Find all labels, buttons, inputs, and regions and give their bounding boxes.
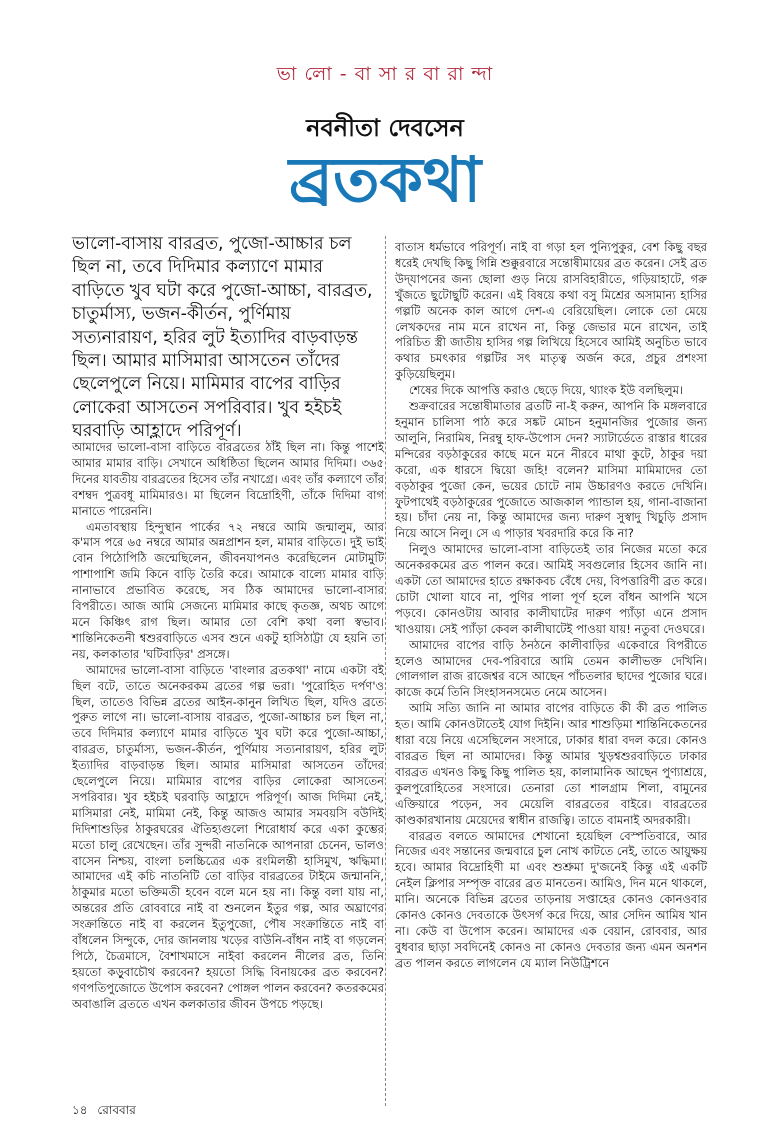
column-divider (385, 236, 386, 1106)
paragraph: বারব্রত বলতে আমাদের শেখানো হয়েছিল বেস্পতিবারে, আর নিজের এবং সন্তানের জন্মবারে চুল নোখ কাটতে নেই, তাতে আয়ুক্ষয় হবে। আমার বিদ্রোহিণী মা এবং শুশ্রুমা দু'জনেই কিন্তু এই একটি নেইল ক্লিপার সম্পৃক্ত বারের ব্রত মানতেন। আমিও, দিন মনে থাকলে, মানি। অনেকে বিভিন্ন ব্রতের তাড়নায় সপ্তাহের কোনও কোনওবার কোনও কোনও দেবতাকে উৎসর্গ করে দিয়ে, আর সেদিন আমিষ খান না। কেউ বা উপোস করেন। আমাদের এক বেয়ান, রোববার, আর বুধবার ছাড়া সবদিনেই কোনও না কোনও দেবতার জন্য এমন অনশন ব্রত পালন করতে লাগলেন যে ম্যাল নিউট্রিশনে (395, 828, 707, 970)
paragraph: শেষের দিকে আপত্তি করাও ছেড়ে দিয়ে, থ্যাংক ইউ বলছিলুম। (409, 383, 684, 398)
paragraph: আমাদের ভালো-বাসা বাড়িতে বারব্রতের ঠাঁই ছিল না। কিন্তু পাশেই আমার মামার বাড়ি। সেখানে অধিষ্ঠিতা ছিলেন আমার দিদিমা। ৩৬৫ দিনের যাবতীয় বারব্রতের হিসেব তাঁর নখাগ্রে। এবং তাঁর কল্যাণে তাঁর বশম্বদ পুত্রবধূ মামিমারও। মা ছিলেন বিদ্রোহিণী, তাঁকে দিদিমা বাগ মানাতে পারেননি। (72, 440, 384, 518)
paragraph: আমাদের ভালো-বাসা বাড়িতে 'বাংলার ব্রতকথা' নামে একটা বই ছিল বটে, তাতে অনেকরকম ব্রতের গল্প ভরা। 'পুরোহিত দর্পণ'ও ছিল, তাতেও বিভিন্ন ব্রতের আইন-কানুন লিখিত ছিল, যদিও ব্রতে পুরুত লাগে না। ভালো-বাসায় বারব্রত, পুজো-আচ্চার চল ছিল না, তবে দিদিমার কল্যাণে মামার বাড়িতে খুব ঘটা করে পুজো-আচ্চা, বারব্রত, চাতুর্মাস্য, ভজন-কীর্তন, পুর্ণিমায় সত্যনারায়ণ, হরির লুট ইত্যাদির বাড়বাড়ন্ত ছিল। আমার মাসিমারা আসতেন তাঁদের ছেলেপুলে নিয়ে। মামিমার বাপের বাড়ির লোকেরা আসতেন সপরিবার। খুব হইচই ঘরবাড়ি আহ্লাদে পরিপূর্ণ। আজ দিদিমা নেই, মাসিমারা নেই, মামিমা নেই, কিন্তু আজও আমার সমবয়সি বউদিই দিদিশাশুড়ির ঠাকুরঘরের ঐতিহ্যগুলো শিরোধার্য করে একা কুম্ভের মতো চালু রেখেছেন। তাঁর সুন্দরী নাতনিকে আপনারা চেনেন, ভালও বাসেন নিশ্চয়, বাংলা চলচ্চিত্রের এক রংমিলন্তী হাসিমুখ, ঋদ্ধিমা। আমাদের এই কচি নাতনিটি তো বাড়ির বারব্রতের টাইমে জন্মাননি, ঠাকুমার মতো ভক্তিমতী হবেন বলে মনে হয় না। কিন্তু বলা যায় না, অন্তরের প্রতি রোববারে নাই বা শুনলেন ইতুর গল্প, আর অঘ্রাণের সংক্রান্তিতে নাই বা করলেন ইতুপুজো, পৌষ সংক্রান্তিতে নাই বা বাঁধলেন সিন্দুকে, দোর জানলায় খড়ের বাউনি-বাঁধন নাই বা গড়লেন পিঠে, চৈত্রমাসে, বৈশাখমাসে নাইবা করলেন নীলের ব্রত, তিনি হয়তো কড়ুবাচৌথ করবেন? হয়তো সিদ্ধি বিনায়কের ব্রত করবেন? গণপতিপুজোতে উপোস করবেন? পোঙ্গল পালন করবেন? কতরকমের অবাঙালি ব্রততে এখন কলকাতার জীবন উপচে পড়ছে। (72, 662, 384, 1011)
page-number: ১৪ (72, 1103, 88, 1117)
page-footer (72, 1102, 142, 1122)
right-column (395, 240, 707, 972)
intro-text: ভালো-বাসায় বারব্রত, পুজো-আচ্চার চল ছিল না, তবে দিদিমার কল্যাণে মামার বাড়িতে খুব ঘটা করে পুজো-আচ্চা, বারব্রত, চাতুর্মাস্য, ভজন-কীর্তন, পুর্ণিমায় সত্যনারায়ণ, হরির লুট ইত্যাদির বাড়বাড়ন্ত ছিল। আমার মাসিমারা আসতেন তাঁদের ছেলেপুলে নিয়ে। মামিমার বাপের বাড়ির লোকেরা আসতেন সপরিবার। খুব হইচই ঘরবাড়ি আহ্লাদে পরিপূর্ণ। (72, 234, 373, 442)
article-title: ব্রতকথা (288, 143, 482, 216)
paragraph: শুক্রবারের সন্তোষীমাতার ব্রতটি না-ই করুন, আপনি কি মঙ্গলবারে হনুমান চালিসা পাঠ করে সঙ্কট মোচন হনুমানজির পুজোর জন্য আলুনি, নিরামিষ, নিরম্বু হাফ-উপোস দেন? স্যাটার্ডেতে রাস্তার ধারের মন্দিরের বড়ঠাকুরের কাছে মনে মনে নীরবে মাথা কুটে, ঠাকুর দয়া করো, এক ধারসে দ্বিয়ো জহি! বলেন? মাসিমা মামিমাদের তো বড়ঠাকুর পুজো কেন, ভয়ের চোটে নাম উচ্চারণও করতে দেখিনি। ফুটপাথেই বড়ঠাকুরের পুজোতে আজকাল প্যান্ডাল হয়, গানা-বাজানা হয়। চাঁদা নেয় না, কিন্তু আমাদের জন্য দারুণ সুস্বাদু খিচুড়ি প্রসাদ নিয়ে আসে নিলু। সে এ পাড়ার খবরদারি করে কি না? (395, 399, 707, 541)
paragraph: নিলুও আমাদের ভালো-বাসা বাড়িতেই তার নিজের মতো করে অনেকরকমের ব্রত পালন করে। আমিই সবগুলোর হিসেব জানি না। একটা তো আমাদের হাতে রক্ষাকবচ বেঁধে দেয়, বিপত্তারিণী ব্রত করে। চোটা খোলা যাবে না, পুণির পালা পূর্ণ হলে বাঁধন আপনি খসে পড়বে। কোনওটায় আবার কালীঘাটের দারুণ প্যাঁড়া এনে প্রসাদ খাওয়ায়। সেই প্যাঁড়া কেবল কালীঘাটেই পাওয়া যায়! নতুবা দেওঘরে। (395, 542, 707, 636)
paragraph: এমতাবস্থায় হিন্দুস্থান পার্কের ৭২ নম্বরে আমি জন্মালুম, আর ক'মাস পরে ৬৫ নম্বরে আমার অন্নপ্রাশন হল, মামার বাড়িতে। দুই ভাই বোন পিঠোপিঠি জন্মেছিলেন, জীবনযাপনও করেছিলেন মোটামুটি পাশাপাশি জমি কিনে বাড়ি তৈরি করে। আমাকে বাল্যে মামার বাড়ি নানাভাবে প্রভাবিত করেছে, সব ঠিক আমাদের ভালো-বাসার বিপরীতে। আজ আমি সেজন্যে মামিমার কাছে কৃতজ্ঞ, অথচ আগে মনে কিঞ্চিৎ রাগ ছিল। আমার তো বেশি কথা বলা স্বভাব। শান্তিনিকেতনী শ্বশুরবাড়িতে এসব শুনে একটু হাসিঠাট্টা যে হয়নি তা নয়, কলকাতার 'ঘটিবাড়ির' প্রসঙ্গে। (72, 519, 384, 661)
paragraph: আমি সত্যি জানি না আমার বাপের বাড়িতে কী কী ব্রত পালিত হত। আমি কোনওটাতেই যোগ দিইনি। আর শাশুড়িমা শান্তিনিকেতনের ধারা বয়ে নিয়ে এসেছিলেন সংসারে, ঢাকার ধারা বদল করে। কোনও বারব্রত ছিল না আমাদের। কিন্তু আমার খুড়শ্বশুরবাড়িতে ঢাকার বারব্রত এখনও কিছু কিছু পালিত হয়, কালামানিক আছেন পুণ্যাশ্রয়ে, কুলপুরোহিতের সংসারে। তেনারা তো শালগ্রাম শিলা, বামুনের এক্তিয়ারে পড়েন, সব মেয়েলি বারব্রতের বাইরে। বারব্রতের কাণ্ডকারখানায় মেয়েদের স্বাধীন রাজত্বি। তাতে বামনাই অদরকারী। (395, 701, 707, 827)
section-name: রোববার (97, 1103, 136, 1117)
series-heading: ভা লো - বা সা র বা রা ন্দা (276, 63, 494, 85)
intro-standfirst (72, 233, 376, 444)
paragraph: আমাদের বাপের বাড়ি ঠনঠনে কালীবাড়ির একেবারে বিপরীতে হলেও আমাদের দেব-পরিবারে আমি তেমন কালীভক্ত দেখিনি। গোলগাল রাজ রাজেশ্বর বসে আছেন পাঁচতলার ছাদের পুজোর ঘরে। কাজে কর্মে তিনি সিংহাসনসমেত নেমে আসেন। (395, 637, 707, 700)
author-name: নবনীতা দেবসেন (306, 114, 464, 142)
left-column (72, 440, 384, 1013)
paragraph: বাতাস ধর্মভাবে পরিপূর্ণ। নাই বা গড়া হল পুন্যিপুকুর, বেশ কিছু বছর ধরেই দেখছি কিছু গিন্নি শুক্কুরবারে সন্তোষীমায়ের ব্রত করেন। সেই ব্রত উদ্‌যাপনের জন্য ছোলা গুড় নিয়ে রাসবিহারীতে, গড়িয়াহাটে, গরু খুঁজতে ছুটোছুটি করেন। এই বিষয়ে কথা বসু মিশ্রের অসামান্য হাসির গল্পটি অনেক কাল আগে দেশ-এ বেরিয়েছিল। লোকে তো মেয়ে লেখকদের নাম মনে রাখেন না, কিন্তু জেভার মনে রাখেন, তাই পরিচিত স্ত্রী জাতীয় হাসির গল্প লিখিয়ে হিসেবে আমিই অনুচিত ভাবে কথার চমৎকার গল্পটির সৎ মাতৃত্ব অর্জন করে, প্রচুর প্রশংসা কুড়িয়েছিলুম। (395, 240, 707, 382)
